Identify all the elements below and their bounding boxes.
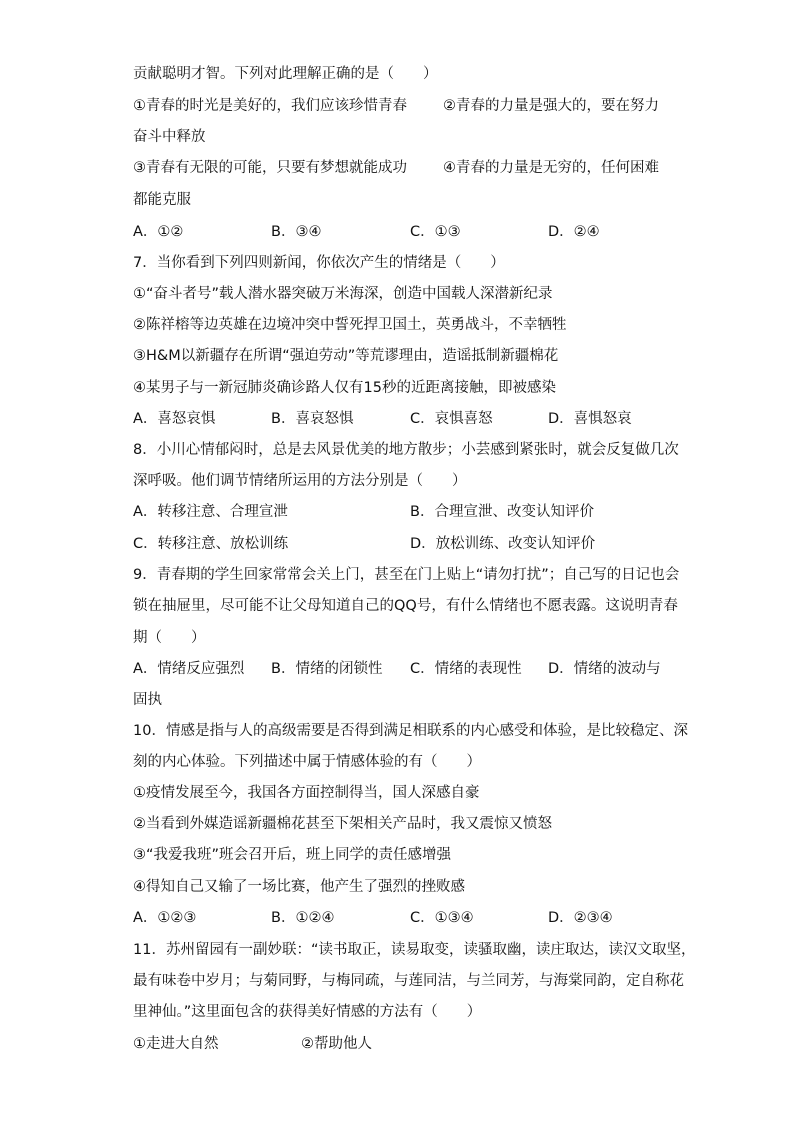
q9-option-a: A．情绪反应强烈 — [133, 661, 245, 677]
q8-stem-line-2: 深呼吸。他们调节情绪所运用的方法分别是（ ） — [133, 473, 467, 489]
q7-option-d: D．喜惧怒哀 — [548, 411, 632, 427]
q8-option-b: B．合理宣泄、改变认知评价 — [410, 504, 594, 520]
q6-option-c: C．①③ — [410, 224, 461, 240]
q11-item-1: ①走进大自然 — [133, 1036, 219, 1052]
q8-option-a: A．转移注意、合理宣泄 — [133, 504, 288, 520]
q6-item-4-wrap: 都能克服 — [133, 192, 191, 208]
q9-option-c: C．情绪的表现性 — [410, 661, 522, 677]
q10-item-3: ③“我爱我班”班会召开后，班上同学的责任感增强 — [133, 847, 452, 863]
q9-option-b: B．情绪的闭锁性 — [271, 661, 383, 677]
q11-item-2: ②帮助他人 — [301, 1036, 372, 1052]
q10-option-b: B．①②④ — [271, 910, 335, 926]
q6-item-2: ②青春的力量是强大的，要在努力 — [443, 98, 659, 114]
q9-stem-line-3: 期（ ） — [133, 630, 206, 646]
q9-stem-line-2: 锁在抽屉里，尽可能不让父母知道自己的QQ号，有什么情绪也不愿表露。这说明青春 — [133, 598, 678, 614]
q10-option-a: A．①②③ — [133, 910, 197, 926]
q9-stem-line-1: 9．青春期的学生回家常常会关上门，甚至在门上贴上“请勿打扰”；自己写的日记也会 — [133, 567, 680, 583]
q8-option-d: D．放松训练、改变认知评价 — [410, 536, 596, 552]
q6-option-d: D．②④ — [548, 224, 600, 240]
q7-option-a: A．喜怒哀惧 — [133, 411, 216, 427]
q7-item-3: ③H&M以新疆存在所谓“强迫劳动”等荒谬理由，造谣抵制新疆棉花 — [133, 348, 559, 364]
q6-option-a: A．①② — [133, 224, 184, 240]
q10-item-4: ④得知自己又输了一场比赛，他产生了强烈的挫败感 — [133, 879, 465, 895]
q6-item-1: ①青春的时光是美好的，我们应该珍惜青春 — [133, 98, 407, 114]
q8-stem-line-1: 8．小川心情郁闷时，总是去风景优美的地方散步；小芸感到紧张时，就会反复做几次 — [133, 442, 679, 458]
q10-stem-line-1: 10．情感是指与人的高级需要是否得到满足相联系的内心感受和体验，是比较稳定、深 — [133, 723, 688, 739]
q6-item-4: ④青春的力量是无穷的，任何困难 — [443, 160, 659, 176]
q7-option-b: B．喜哀怒惧 — [271, 411, 354, 427]
q10-stem-line-2: 刻的内心体验。下列描述中属于情感体验的有（ ） — [133, 754, 481, 770]
q7-option-c: C．哀惧喜怒 — [410, 411, 493, 427]
q6-item-2-wrap: 奋斗中释放 — [133, 129, 206, 145]
q10-option-d: D．②③④ — [548, 910, 613, 926]
q10-option-c: C．①③④ — [410, 910, 474, 926]
q7-item-2: ②陈祥榕等边英雄在边境冲突中誓死捍卫国土，英勇战斗，不幸牺牲 — [133, 317, 567, 333]
q9-option-d-wrap: 固执 — [133, 692, 162, 708]
q11-stem-line-3: 里神仙。”这里面包含的获得美好情感的方法有（ ） — [133, 1004, 482, 1020]
q10-item-2: ②当看到外媒造谣新疆棉花甚至下架相关产品时，我又震惊又愤怒 — [133, 816, 552, 832]
q7-item-1: ①“奋斗者号”载人潜水器突破万米海深，创造中国载人深潜新纪录 — [133, 286, 553, 302]
q6-item-3: ③青春有无限的可能，只要有梦想就能成功 — [133, 160, 407, 176]
q9-option-d: D．情绪的波动与 — [548, 661, 661, 677]
q7-item-4: ④某男子与一新冠肺炎确诊路人仅有15秒的近距离接触，即被感染 — [133, 380, 556, 396]
q11-stem-line-2: 最有味卷中岁月；与菊同野，与梅同疏，与莲同洁，与兰同芳，与海棠同韵，定自称花 — [133, 973, 684, 989]
q6-stem-tail: 贡献聪明才智。下列对此理解正确的是（ ） — [133, 66, 438, 82]
q6-option-b: B．③④ — [271, 224, 322, 240]
q7-stem: 7．当你看到下列四则新闻，你依次产生的情绪是（ ） — [133, 255, 505, 271]
q11-stem-line-1: 11．苏州留园有一副妙联：“读书取正，读易取变，读骚取幽，读庄取达，读汉文取坚， — [133, 942, 696, 958]
q10-item-1: ①疫情发展至今，我国各方面控制得当，国人深感自豪 — [133, 785, 480, 801]
q8-option-c: C．转移注意、放松训练 — [133, 536, 289, 552]
